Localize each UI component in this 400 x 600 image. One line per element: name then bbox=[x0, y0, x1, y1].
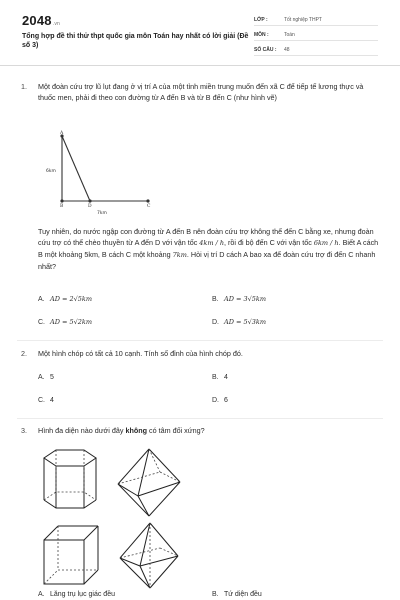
q2-option-b[interactable]: B. 4 bbox=[212, 374, 228, 381]
octahedron-figure bbox=[112, 446, 186, 518]
divider bbox=[17, 418, 383, 419]
question-text: Một đoàn cứu trợ lũ lụt đang ở vị trí A của một tỉnh miền trung muốn đến xã C để tiếp tế lương thực và thuốc men, phải đi theo con đường từ A đến B và từ B đến C (như hình vẽ) bbox=[38, 82, 364, 102]
q2-option-c[interactable]: C. 4 bbox=[38, 397, 54, 404]
q2-option-a[interactable]: A. 5 bbox=[38, 374, 54, 381]
bc-length-label: 7km bbox=[97, 211, 107, 216]
road-diagram bbox=[40, 128, 170, 220]
question-number: 2. bbox=[21, 349, 27, 358]
question-1-detail: Tuy nhiên, do nước ngập con đường từ A đến B nên đoàn cứu trợ không thể đến C bằng xe, nhưng đoàn cứu trợ có thể chèo thuyền từ A đến D với vận tốc 4km / h, rồi đi bộ đến C với vận tốc 6km / h. Biết A cách B một khoảng 5km, B cách C một khoảng 7km. Hỏi vị trí D cách A bao xa để đoàn cứu trợ đi đến C nhanh nhất? bbox=[38, 227, 379, 271]
exam-title: Tổng hợp đề thi thử thpt quốc gia môn Toán hay nhất có lời giải (Đề số 3) bbox=[22, 33, 249, 49]
hexagonal-prism-figure bbox=[38, 446, 104, 512]
question-number: 3. bbox=[21, 426, 27, 435]
question-text: Một hình chóp có tất cả 10 cạnh. Tính số đỉnh của hình chóp đó. bbox=[38, 349, 243, 358]
q1-option-a[interactable]: A. AD = 2√5km bbox=[38, 295, 92, 303]
question-text: Hình đa diện nào dưới đây không có tâm đối xứng? bbox=[38, 426, 205, 435]
meta-row-subject: MÔN : Toán bbox=[254, 29, 378, 41]
q2-option-d[interactable]: D. 6 bbox=[212, 397, 228, 404]
tetrahedron-figure bbox=[116, 520, 182, 592]
q3-option-b[interactable]: B. Tứ diện đều bbox=[212, 591, 262, 598]
point-c-label: C bbox=[147, 204, 151, 209]
segment-ad bbox=[62, 136, 90, 201]
meta-row-class: LỚP : Tốt nghiệp THPT bbox=[254, 14, 378, 26]
question-number: 1. bbox=[21, 82, 27, 91]
point-d-label: D bbox=[88, 204, 92, 209]
point-b-label: B bbox=[60, 204, 64, 209]
site-logo[interactable]: 2048.vn bbox=[22, 13, 61, 28]
cube-figure bbox=[38, 520, 104, 592]
q3-option-a[interactable]: A. Lăng trụ lục giác đều bbox=[38, 591, 115, 598]
divider bbox=[17, 340, 383, 341]
ab-length-label: 6km bbox=[46, 169, 56, 174]
meta-row-count: SỐ CÂU : 48 bbox=[254, 44, 378, 56]
q1-option-d[interactable]: D. AD = 5√3km bbox=[212, 318, 266, 326]
q1-option-b[interactable]: B. AD = 3√5km bbox=[212, 295, 266, 303]
point-a-label: A bbox=[60, 131, 64, 136]
page-header bbox=[0, 0, 400, 66]
q1-option-c[interactable]: C. AD = 5√2km bbox=[38, 318, 92, 326]
